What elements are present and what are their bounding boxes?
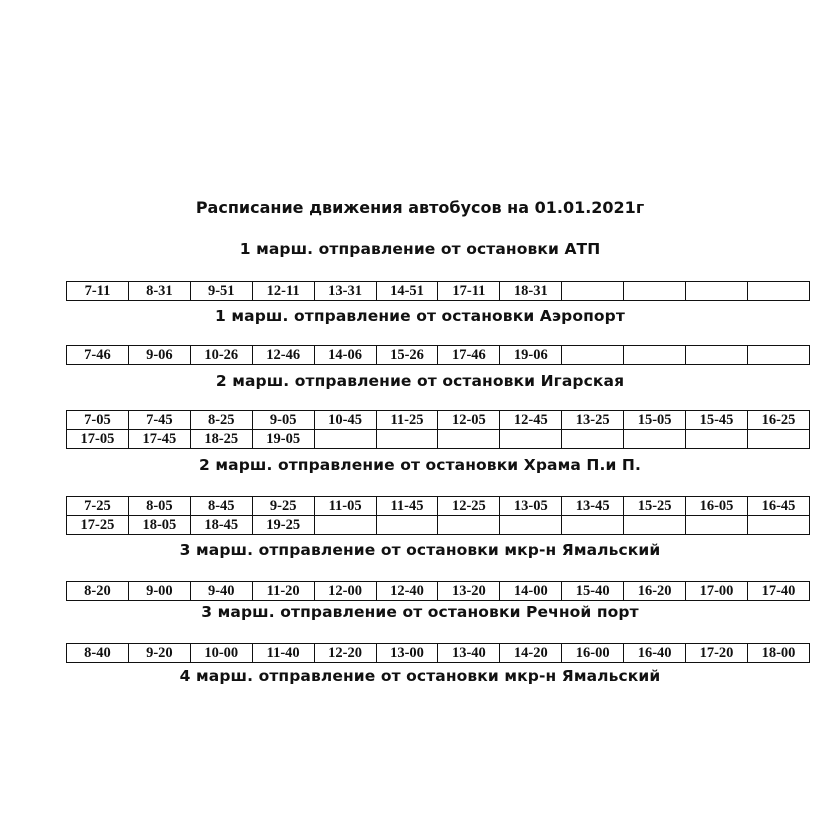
departure-time-cell: 9-06 — [128, 346, 190, 365]
departure-time-cell: 12-00 — [314, 582, 376, 601]
departure-time-cell — [747, 430, 809, 449]
schedule-table — [66, 410, 810, 449]
departure-time-cell: 14-51 — [376, 282, 438, 301]
schedule-row — [67, 411, 810, 430]
route-heading: 4 марш. отправление от остановки мкр-н Ямальский — [179, 667, 661, 685]
schedule-table — [66, 581, 810, 601]
departure-time-cell — [624, 516, 686, 535]
departure-time-cell: 18-31 — [500, 282, 562, 301]
departure-time-cell: 16-00 — [562, 644, 624, 663]
departure-time-cell: 16-45 — [747, 497, 809, 516]
departure-time-cell: 9-51 — [190, 282, 252, 301]
departure-time-cell: 10-00 — [190, 644, 252, 663]
departure-time-cell: 7-45 — [128, 411, 190, 430]
departure-time-cell: 12-20 — [314, 644, 376, 663]
route-heading: 1 марш. отправление от остановки АТП — [239, 240, 601, 258]
departure-time-cell — [686, 282, 748, 301]
departure-time-cell: 9-25 — [252, 497, 314, 516]
departure-time-cell: 19-25 — [252, 516, 314, 535]
schedule-row — [67, 516, 810, 535]
departure-time-cell — [376, 430, 438, 449]
departure-time-cell: 13-05 — [500, 497, 562, 516]
departure-time-cell: 17-45 — [128, 430, 190, 449]
schedule-title: Расписание движения автобусов на 01.01.2021г — [195, 198, 645, 217]
departure-time-cell: 15-25 — [624, 497, 686, 516]
departure-time-cell — [624, 282, 686, 301]
departure-time-cell: 16-40 — [624, 644, 686, 663]
departure-time-cell — [562, 346, 624, 365]
departure-time-cell — [747, 516, 809, 535]
schedule-row — [67, 582, 810, 601]
departure-time-cell — [686, 516, 748, 535]
departure-time-cell: 13-31 — [314, 282, 376, 301]
schedule-row — [67, 346, 810, 365]
departure-time-cell: 13-20 — [438, 582, 500, 601]
departure-time-cell: 17-11 — [438, 282, 500, 301]
departure-time-cell — [314, 516, 376, 535]
departure-time-cell: 19-05 — [252, 430, 314, 449]
departure-time-cell: 13-45 — [562, 497, 624, 516]
departure-time-cell — [314, 430, 376, 449]
departure-time-cell: 13-25 — [562, 411, 624, 430]
schedule-table — [66, 643, 810, 663]
departure-time-cell: 13-00 — [376, 644, 438, 663]
route-heading: 2 марш. отправление от остановки Храма П.и П. — [199, 456, 641, 474]
departure-time-cell: 17-40 — [747, 582, 809, 601]
departure-time-cell: 17-46 — [438, 346, 500, 365]
departure-time-cell: 10-45 — [314, 411, 376, 430]
departure-time-cell: 18-25 — [190, 430, 252, 449]
departure-time-cell: 12-46 — [252, 346, 314, 365]
departure-time-cell — [376, 516, 438, 535]
departure-time-cell — [747, 282, 809, 301]
route-heading: 2 марш. отправление от остановки Игарская — [215, 372, 625, 390]
departure-time-cell: 8-45 — [190, 497, 252, 516]
departure-time-cell — [562, 430, 624, 449]
departure-time-cell: 18-05 — [128, 516, 190, 535]
departure-time-cell: 9-05 — [252, 411, 314, 430]
departure-time-cell: 15-45 — [686, 411, 748, 430]
departure-time-cell: 8-25 — [190, 411, 252, 430]
departure-time-cell — [624, 346, 686, 365]
departure-time-cell: 9-20 — [128, 644, 190, 663]
departure-time-cell — [686, 430, 748, 449]
departure-time-cell: 12-05 — [438, 411, 500, 430]
departure-time-cell: 17-05 — [67, 430, 129, 449]
departure-time-cell: 9-40 — [190, 582, 252, 601]
departure-time-cell: 11-40 — [252, 644, 314, 663]
departure-time-cell: 14-06 — [314, 346, 376, 365]
departure-time-cell: 15-26 — [376, 346, 438, 365]
departure-time-cell — [500, 516, 562, 535]
departure-time-cell: 12-25 — [438, 497, 500, 516]
schedule-row — [67, 644, 810, 663]
departure-time-cell: 15-05 — [624, 411, 686, 430]
departure-time-cell: 11-45 — [376, 497, 438, 516]
departure-time-cell: 7-46 — [67, 346, 129, 365]
departure-time-cell: 17-00 — [686, 582, 748, 601]
departure-time-cell: 12-45 — [500, 411, 562, 430]
route-heading: 1 марш. отправление от остановки Аэропорт — [215, 307, 625, 325]
departure-time-cell — [562, 282, 624, 301]
departure-time-cell: 8-05 — [128, 497, 190, 516]
departure-time-cell: 7-05 — [67, 411, 129, 430]
departure-time-cell: 9-00 — [128, 582, 190, 601]
departure-time-cell — [747, 346, 809, 365]
departure-time-cell: 12-11 — [252, 282, 314, 301]
departure-time-cell: 10-26 — [190, 346, 252, 365]
departure-time-cell: 8-31 — [128, 282, 190, 301]
departure-time-cell — [624, 430, 686, 449]
departure-time-cell: 17-25 — [67, 516, 129, 535]
departure-time-cell: 7-25 — [67, 497, 129, 516]
route-heading: 3 марш. отправление от остановки Речной порт — [201, 603, 639, 621]
departure-time-cell: 19-06 — [500, 346, 562, 365]
schedule-row — [67, 430, 810, 449]
departure-time-cell: 11-20 — [252, 582, 314, 601]
schedule-table — [66, 281, 810, 301]
route-heading: 3 марш. отправление от остановки мкр-н Ямальский — [179, 541, 661, 559]
departure-time-cell: 14-20 — [500, 644, 562, 663]
departure-time-cell: 17-20 — [686, 644, 748, 663]
departure-time-cell: 8-40 — [67, 644, 129, 663]
departure-time-cell: 11-25 — [376, 411, 438, 430]
departure-time-cell: 12-40 — [376, 582, 438, 601]
schedule-table — [66, 496, 810, 535]
departure-time-cell — [562, 516, 624, 535]
departure-time-cell — [686, 346, 748, 365]
departure-time-cell — [438, 516, 500, 535]
departure-time-cell: 15-40 — [562, 582, 624, 601]
departure-time-cell — [438, 430, 500, 449]
departure-time-cell: 16-05 — [686, 497, 748, 516]
departure-time-cell — [500, 430, 562, 449]
departure-time-cell: 13-40 — [438, 644, 500, 663]
departure-time-cell: 16-25 — [747, 411, 809, 430]
departure-time-cell: 16-20 — [624, 582, 686, 601]
schedule-table — [66, 345, 810, 365]
departure-time-cell: 7-11 — [67, 282, 129, 301]
schedule-row — [67, 282, 810, 301]
departure-time-cell: 14-00 — [500, 582, 562, 601]
departure-time-cell: 18-00 — [747, 644, 809, 663]
departure-time-cell: 8-20 — [67, 582, 129, 601]
departure-time-cell: 11-05 — [314, 497, 376, 516]
departure-time-cell: 18-45 — [190, 516, 252, 535]
schedule-row — [67, 497, 810, 516]
